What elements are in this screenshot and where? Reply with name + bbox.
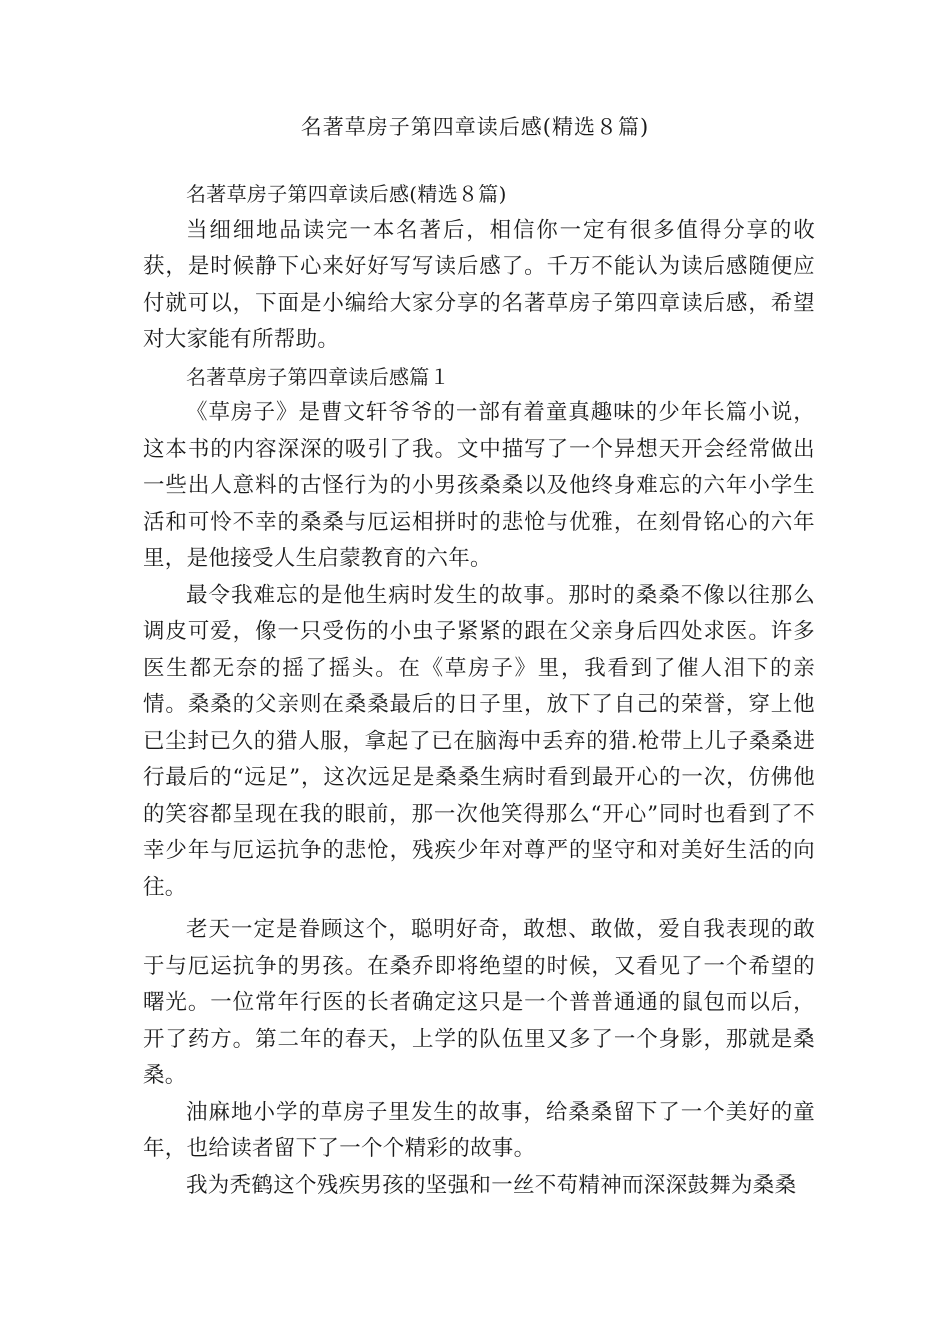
body-paragraph: 《草房子》是曹文轩爷爷的一部有着童真趣味的少年长篇小说，这本书的内容深深的吸引了我。文中描写了一个异想天开会经常做出一些出人意料的古怪行为的小男孩桑桑以及他终身难忘的六年小学生活和可怜不幸的桑桑与厄运相拼时的悲怆与优雅，在刻骨铭心的六年里，是他接受人生启蒙教育的六年。	[143, 400, 815, 571]
section-heading: 名著草房子第四章读后感篇１	[186, 364, 450, 389]
body-paragraph: 老天一定是眷顾这个，聪明好奇，敢想、敢做，爱自我表现的敢于与厄运抗争的男孩。在桑乔即将绝望的时候，又看见了一个希望的曙光。一位常年行医的长者确定这只是一个普普通通的鼠包而以后，开了药方。第二年的春天，上学的队伍里又多了一个身影，那就是桑桑。	[143, 917, 815, 1088]
intro-paragraph: 当细细地品读完一本名著后，相信你一定有很多值得分享的收获，是时候静下心来好好写写读后感了。千万不能认为读后感随便应付就可以，下面是小编给大家分享的名著草房子第四章读后感，希望对大家能有所帮助。	[143, 217, 815, 352]
body-paragraph: 我为秃鹤这个残疾男孩的坚强和一丝不苟精神而深深鼓舞为桑桑	[186, 1172, 797, 1198]
document-subtitle: 名著草房子第四章读后感(精选８篇)	[186, 182, 507, 206]
document-body	[143, 176, 815, 1204]
body-paragraph: 油麻地小学的草房子里发生的故事，给桑桑留下了一个美好的童年，也给读者留下了一个个精彩的故事。	[143, 1099, 815, 1161]
body-paragraph: 最令我难忘的是他生病时发生的故事。那时的桑桑不像以往那么调皮可爱，像一只受伤的小虫子紧紧的跟在父亲身后四处求医。许多医生都无奈的摇了摇头。在《草房子》里，我看到了催人泪下的亲情。桑桑的父亲则在桑桑最后的日子里，放下了自己的荣誉，穿上他已尘封已久的猎人服，拿起了已在脑海中丢弃的猎.枪带上儿子桑桑进行最后的“远足”，这次远足是桑桑生病时看到最开心的一次，仿佛他的笑容都呈现在我的眼前，那一次他笑得那么“开心”同时也看到了不幸少年与厄运抗争的悲怆，残疾少年对尊严的坚守和对美好生活的向往。	[143, 582, 815, 900]
document-title: 名著草房子第四章读后感(精选８篇)	[300, 115, 650, 139]
